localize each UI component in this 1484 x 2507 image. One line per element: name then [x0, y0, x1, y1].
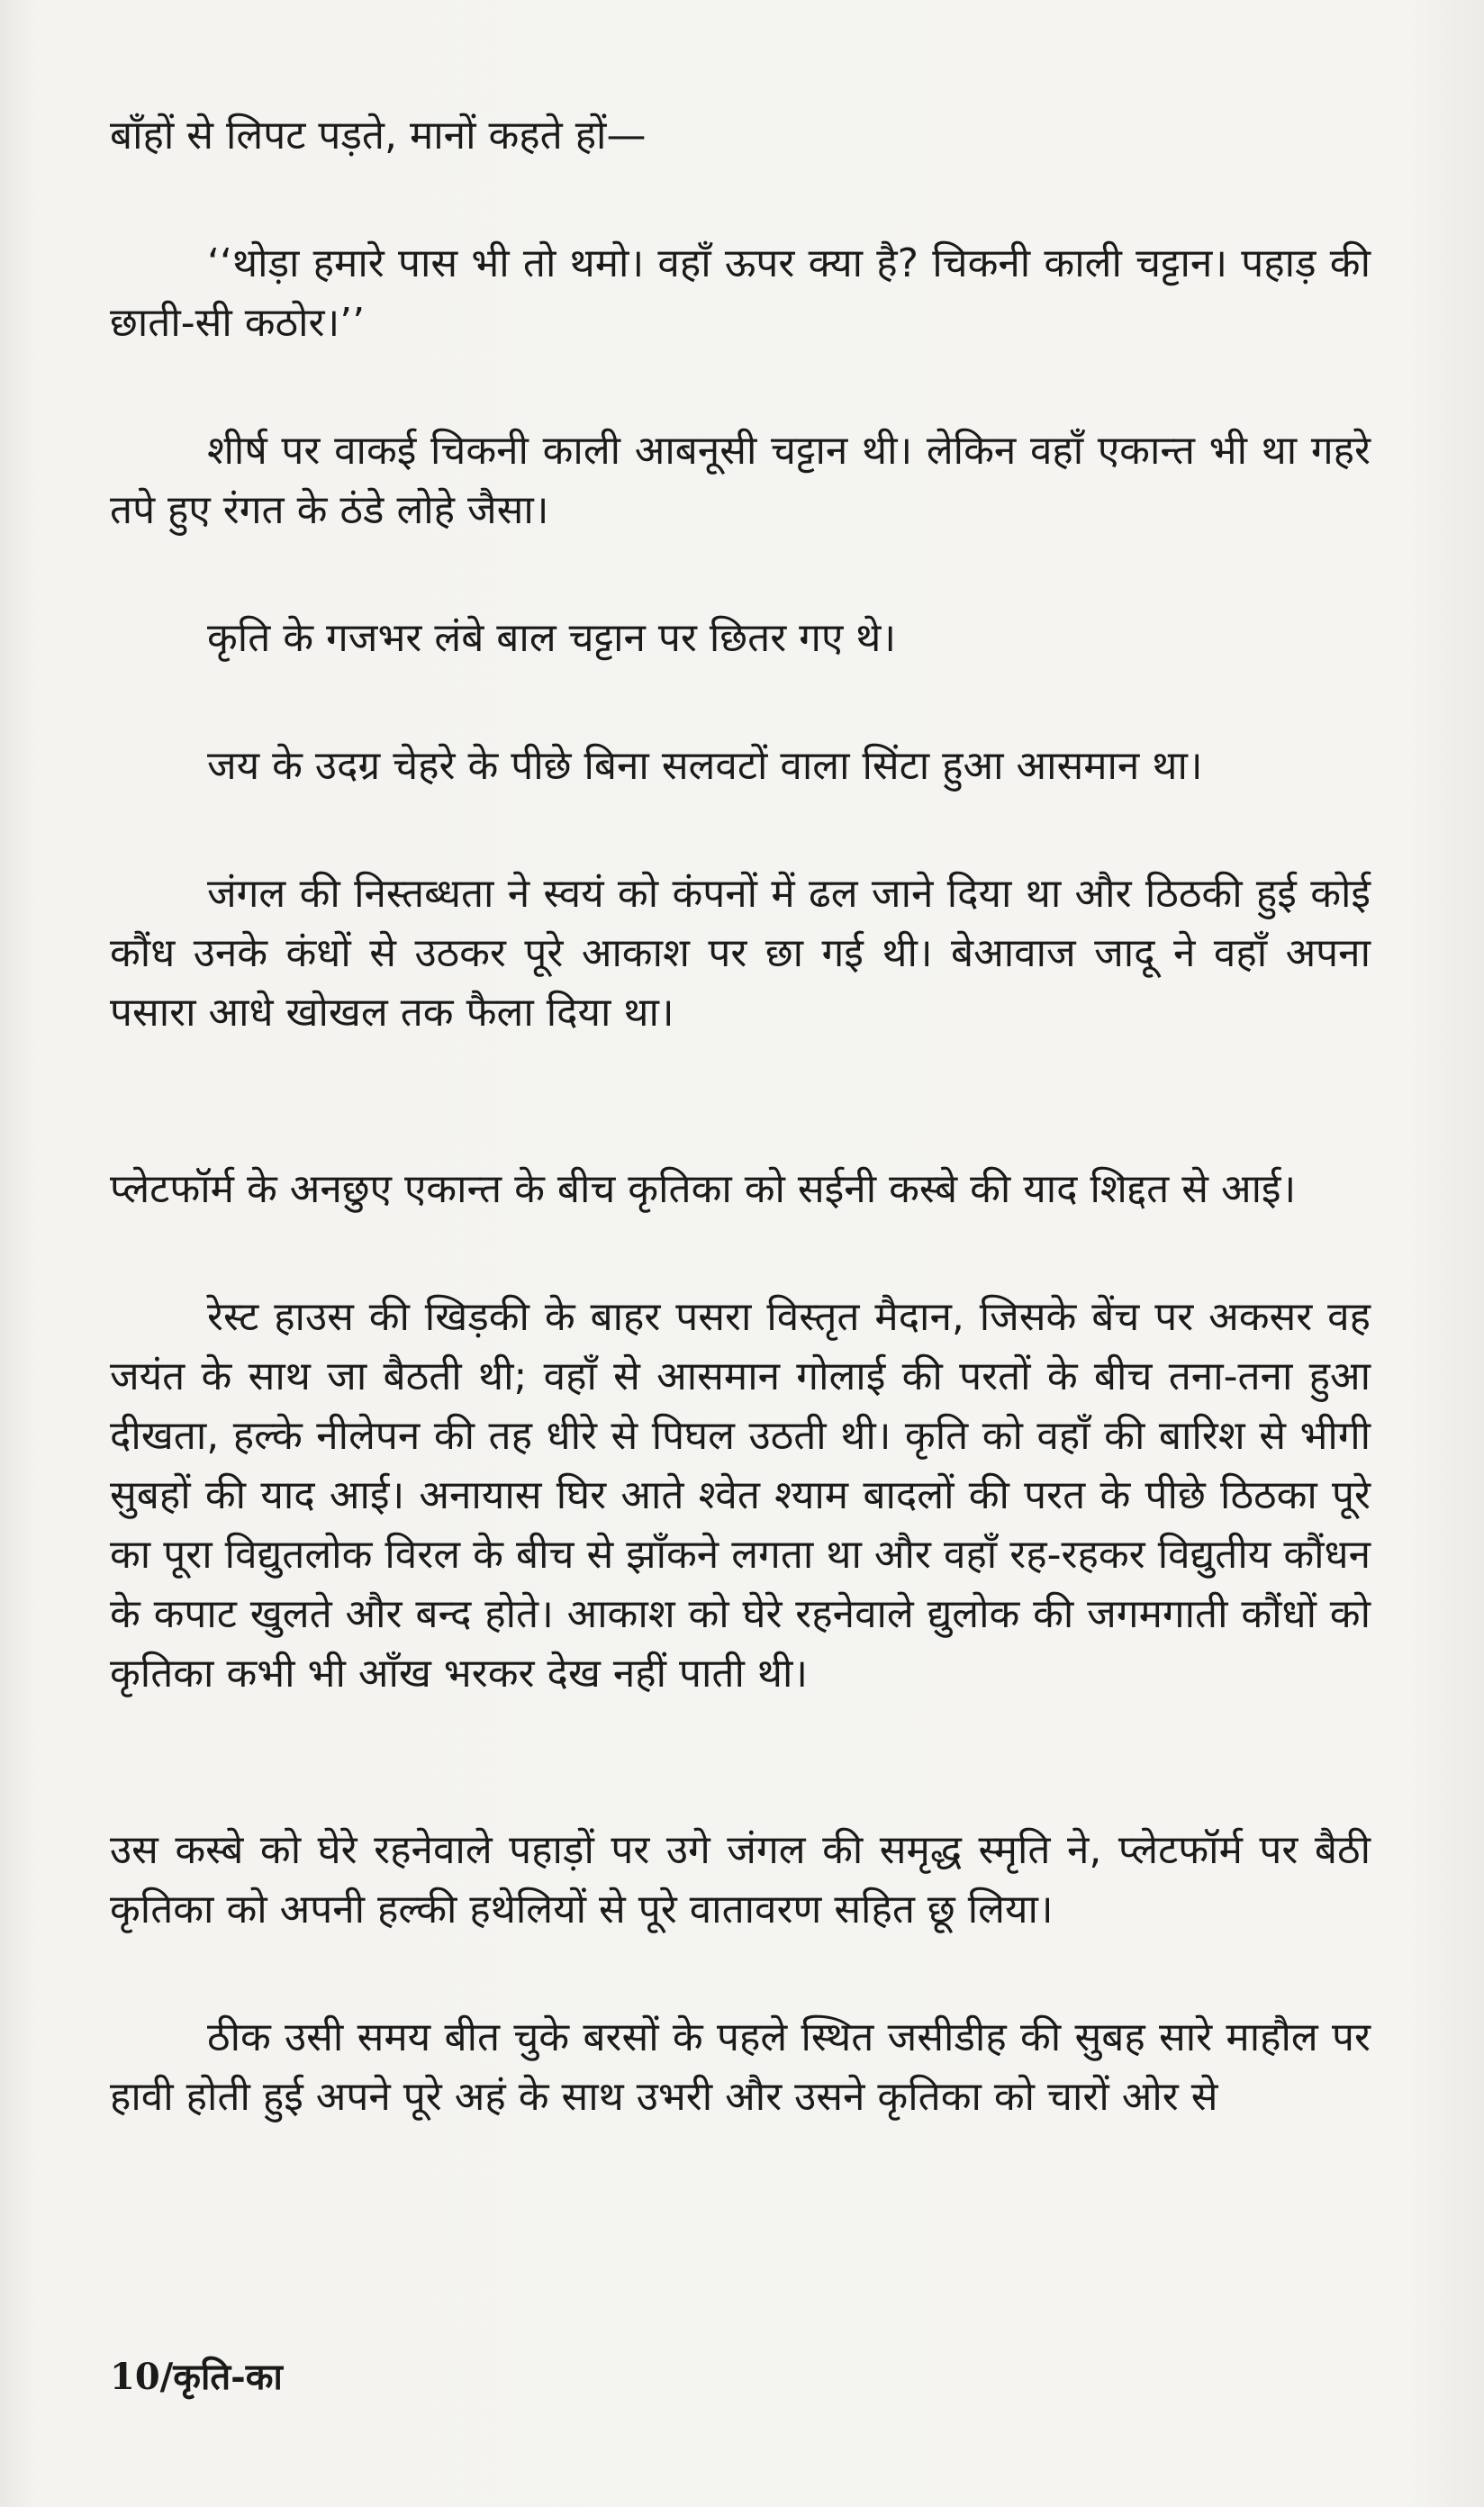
paragraph-2: ‘‘थोड़ा हमारे पास भी तो थमो। वहाँ ऊपर क्या है? चिकनी काली चट्टान। पहाड़ की छाती-सी कठोर।’’ — [110, 240, 1371, 346]
paragraph-4: कृति के गजभर लंबे बाल चट्टान पर छितर गए थे। — [207, 615, 897, 661]
page-body — [110, 106, 1371, 2127]
paragraph-6: जंगल की निस्तब्धता ने स्वयं को कंपनों में ढल जाने दिया था और ठिठकी हुई कोई कौंध उनके कंधों से उठकर पूरे आकाश पर छा गई थी। बेआवाज जादू ने वहाँ अपना पसारा आधे खोखल तक फैला दिया था। — [110, 871, 1371, 1036]
paragraph-7: प्लेटफॉर्म के अनछुए एकान्त के बीच कृतिका को सईनी कस्बे की याद शिद्दत से आई। — [110, 1166, 1297, 1212]
paragraph-5: जय के उदग्र चेहरे के पीछे बिना सलवटों वाला सिंटा हुआ आसमान था। — [207, 743, 1203, 789]
paragraph-1: बाँहों से लिपट पड़ते, मानों कहते हों— — [110, 113, 647, 158]
paragraph-8: रेस्ट हाउस की खिड़की के बाहर पसरा विस्तृत मैदान, जिसके बेंच पर अकसर वह जयंत के साथ जा बैठती थी; वहाँ से आसमान गोलाई की परतों के बीच तना-तना हुआ दीखता, हल्के नीलेपन की तह धीरे से पिघल उठती थी। कृति को वहाँ की बारिश से भीगी सुबहों की याद आई। अनायास घिर आते श्वेत श्याम बादलों की परत के पीछे ठिठका पूरे का पूरा विद्युतलोक विरल के बीच से झाँकने लगता था और वहाँ रह-रहकर विद्युतीय कौंधन के कपाट खुलते और बन्द होते। आकाश को घेरे रहनेवाले द्युलोक की जगमगाती कौंधों को कृतिका कभी भी आँख भरकर देख नहीं पाती थी। — [110, 1294, 1371, 1697]
paragraph-3: शीर्ष पर वाकई चिकनी काली आबनूसी चट्टान थी। लेकिन वहाँ एकान्त भी था गहरे तपे हुए रंगत के ठंडे लोहे जैसा। — [110, 428, 1371, 533]
paragraph-10: ठीक उसी समय बीत चुके बरसों के पहले स्थित जसीडीह की सुबह सारे माहौल पर हावी होती हुई अपने पूरे अहं के साथ उभरी और उसने कृतिका को चारों ओर से — [110, 2014, 1371, 2120]
paragraph-9: उस कस्बे को घेरे रहनेवाले पहाड़ों पर उगे जंगल की समृद्ध स्मृति ने, प्लेटफॉर्म पर बैठी कृतिका को अपनी हल्की हथेलियों से पूरे वातावरण सहित छू लिया। — [110, 1827, 1371, 1932]
page-footer: 10/कृति-का — [110, 2356, 283, 2398]
